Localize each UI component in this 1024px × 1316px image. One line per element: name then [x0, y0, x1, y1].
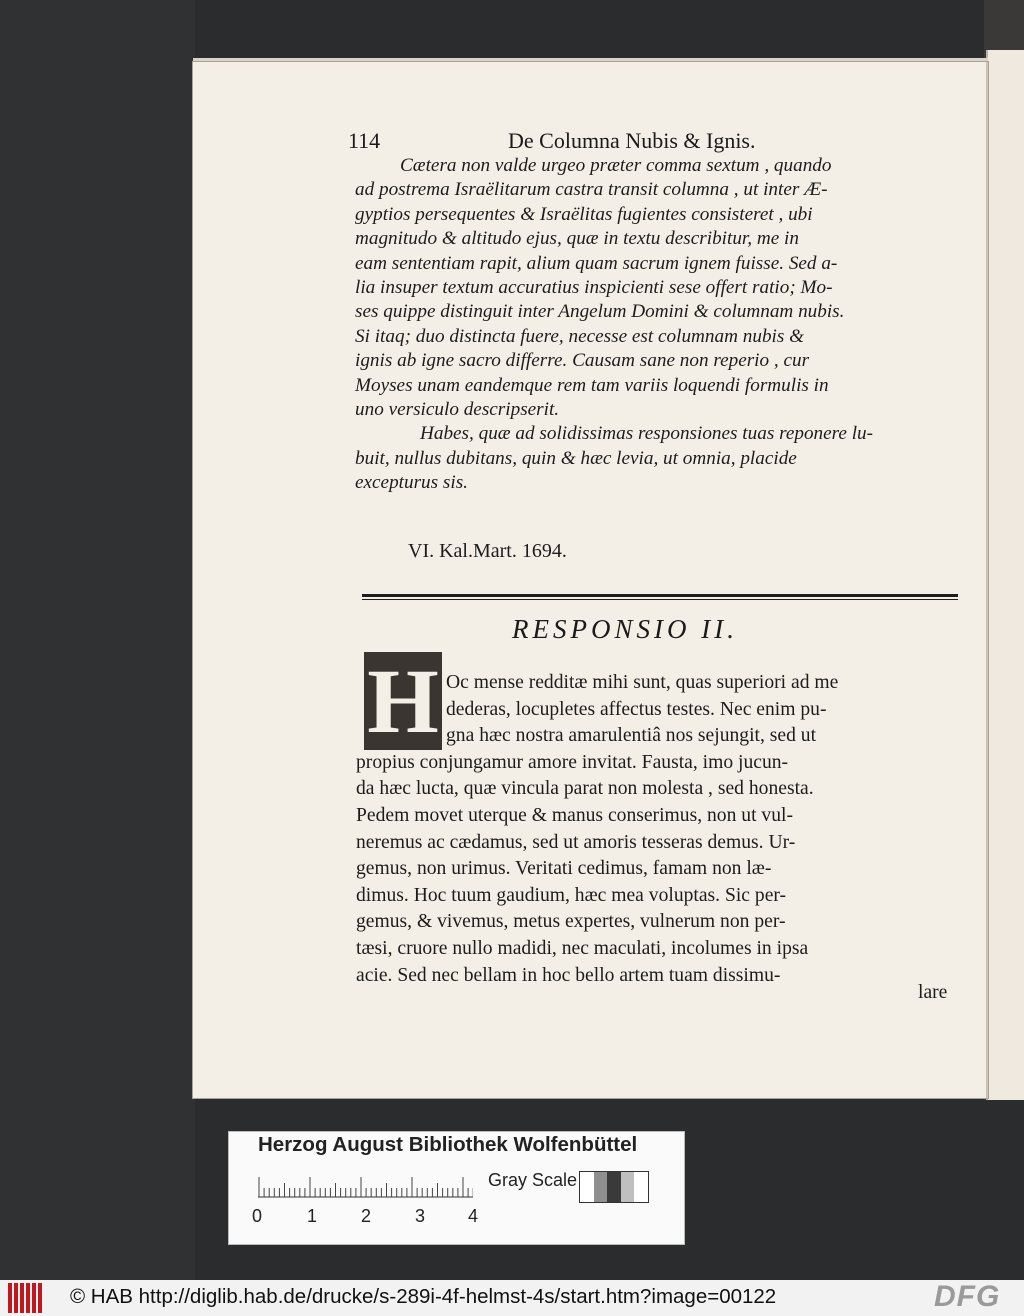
text-line: buit, nullus dubitans, quin & hæc levia, ut omnia, placide [355, 447, 797, 469]
text-line: gna hæc nostra amarulentiâ nos sejungit, sed ut [446, 725, 817, 747]
header-title: De Columna Nubis & Ignis. [508, 128, 756, 153]
text-line: magnitudo & altitudo ejus, quæ in textu describitur, me in [355, 228, 799, 250]
text-line: eam sententiam rapit, alium quam sacrum ignem fuisse. Sed a- [355, 252, 838, 274]
facing-page-edge [986, 50, 1024, 1100]
ruler-numbers [252, 1206, 482, 1228]
library-name: Herzog August Bibliothek Wolfenbüttel [258, 1133, 638, 1156]
gray-swatch [621, 1172, 635, 1202]
ruler-number: 0 [252, 1206, 263, 1226]
text-line: Oc mense redditæ mihi sunt, quas superiori ad me [446, 672, 839, 693]
ruler-number: 4 [468, 1206, 479, 1226]
text-line: acie. Sed nec bellam in hoc bello artem tuam dissimu- [356, 964, 781, 986]
gray-swatch [594, 1172, 608, 1202]
text-line: dederas, locupletes affectus testes. Nec enim pu- [446, 698, 827, 720]
section-rule-thick [362, 594, 958, 597]
footer-url[interactable]: © HAB http://diglib.hab.de/drucke/s-289i-4f-helmst-4s/start.htm?image=00122 [70, 1285, 777, 1308]
text-line: Habes, quæ ad solidissimas responsiones tuas reponere lu- [420, 423, 874, 445]
gray-swatch [634, 1172, 648, 1202]
catchword: lare [918, 982, 948, 1003]
gray-swatch [580, 1172, 594, 1202]
text-line: dimus. Hoc tuum gaudium, hæc mea voluptas. Sic per- [356, 884, 787, 906]
text-line: gyptios persequentes & Israëlitas fugientes consisteret , ubi [355, 203, 813, 225]
page-number: 114 [348, 128, 381, 153]
text-line: da hæc lucta, quæ vincula parat non molesta , sed honesta. [356, 778, 814, 800]
hab-logo-icon [8, 1283, 46, 1313]
text-line: neremus ac cædamus, sed ut amoris tesseras demus. Ur- [356, 831, 796, 853]
text-line: Cætera non valde urgeo præter comma sextum , quando [400, 155, 832, 176]
text-line: tæsi, cruore nullo madidi, nec maculati, incolumes in ipsa [356, 937, 809, 959]
ruler-number: 1 [307, 1206, 318, 1226]
text-line: gemus, non urimus. Veritati cedimus, famam non læ- [356, 858, 772, 880]
section-rule-thin [362, 599, 958, 600]
dfg-logo: DFG [934, 1280, 1001, 1313]
gray-swatch [607, 1172, 621, 1202]
text-line: ignis ab igne sacro differre. Causam sane non reperio , cur [355, 350, 810, 372]
italic-letter-text [355, 154, 965, 495]
ruler-number: 3 [415, 1206, 426, 1226]
text-line: ad postrema Israëlitarum castra transit columna , ut inter Æ- [355, 179, 828, 201]
drop-cap-initial: H [364, 652, 442, 750]
text-line: Si itaq; duo distincta fuere, necesse est columnam nubis & [355, 325, 805, 347]
ruler-number: 2 [361, 1206, 372, 1226]
background-left [0, 0, 195, 1280]
letter-date: VI. Kal.Mart. 1694. [408, 540, 567, 562]
gray-scale-label: Gray Scale [488, 1170, 578, 1190]
text-line: excepturus sis. [355, 472, 468, 494]
text-line: uno versiculo descripserit. [355, 398, 560, 420]
scale-ruler [258, 1176, 473, 1198]
responsio-heading: RESPONSIO II. [512, 614, 738, 644]
text-line: Pedem movet uterque & manus conserimus, non ut vul- [356, 804, 793, 826]
text-line: gemus, & vivemus, metus expertes, vulnerum non per- [356, 911, 786, 933]
text-line: lia insuper textum accuratius inspicienti sese offert ratio; Mo- [355, 276, 833, 298]
gray-scale-swatches [579, 1171, 649, 1203]
text-line: Moyses unam eandemque rem tam variis loquendi formulis in [355, 374, 829, 396]
text-line: ses quippe distinguit inter Angelum Domini & columnam nubis. [355, 301, 845, 323]
roman-letter-text [356, 670, 966, 989]
text-line: propius conjungamur amore invitat. Fausta, imo jucun- [356, 751, 789, 773]
